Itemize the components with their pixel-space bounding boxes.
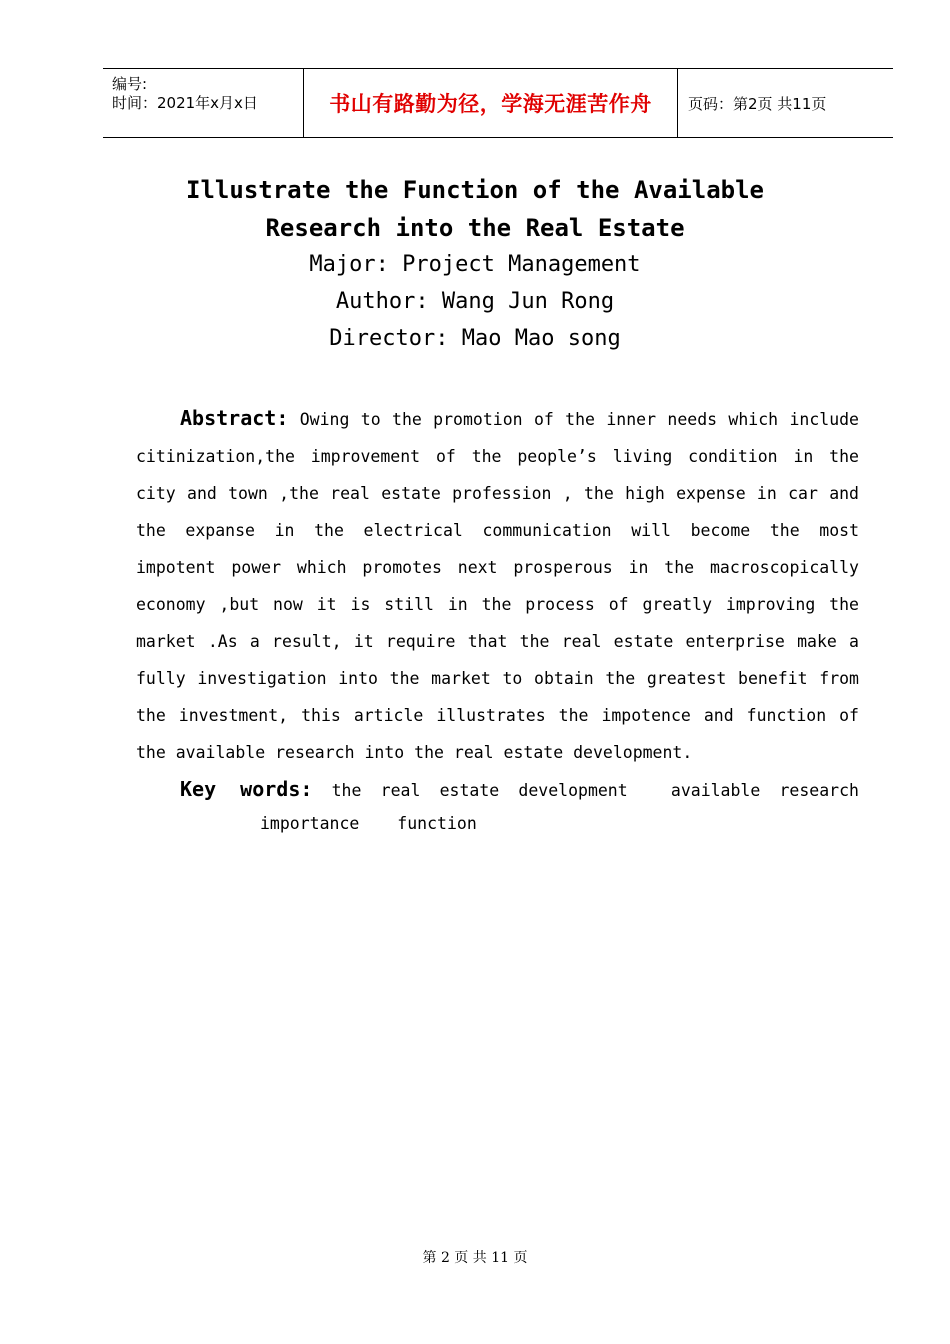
abstract-text: Owing to the promotion of the inner needs which include citinization,the improvement of the people’s living condition in the city and town ,the real estate profession , the high expense in car and the expanse in the electrical communication will become the most impotent power which promotes next prosperous in the macroscopically economy ,but now it is still in the process of greatly improving the market .As a result, it require that the real estate enterprise make a fully investigation into the market to obtain the greatest benefit from the investment, this article illustrates the impotence and function of the available research into the real estate development.: [136, 410, 859, 762]
title-line-2: Research into the Real Estate: [265, 214, 685, 242]
time-label: 时间：2021年x月x日: [112, 94, 258, 112]
keywords-label: Key words:: [180, 777, 313, 801]
page-footer: 第 2 页 共 11 页: [422, 1250, 528, 1266]
author: Author: Wang Jun Rong: [335, 289, 615, 314]
abstract-paragraph: [136, 400, 859, 771]
keyword: function: [397, 814, 477, 833]
major: Major: Project Management: [309, 252, 641, 277]
serial-label: 编号:: [112, 75, 148, 93]
keyword: available: [670, 781, 761, 800]
keyword: real: [380, 781, 421, 800]
keyword: importance: [260, 814, 360, 833]
abstract-label: Abstract:: [180, 406, 289, 430]
director: Director: Mao Mao song: [329, 326, 621, 351]
header-right-cell: [678, 69, 893, 137]
keyword: the: [331, 781, 362, 800]
keyword: estate: [439, 781, 500, 800]
header-middle-cell: [304, 69, 678, 137]
page-info: 页码：第2页 共11页: [688, 94, 827, 113]
page-header: [103, 68, 893, 138]
keyword: development: [518, 781, 628, 800]
title-line-1: Illustrate the Function of the Available: [186, 176, 764, 204]
keywords-block: [180, 773, 859, 841]
motto: 书山有路勤为径，学海无涯苦作舟: [329, 92, 652, 116]
keyword: research: [779, 781, 859, 800]
header-left-cell: [103, 69, 304, 137]
